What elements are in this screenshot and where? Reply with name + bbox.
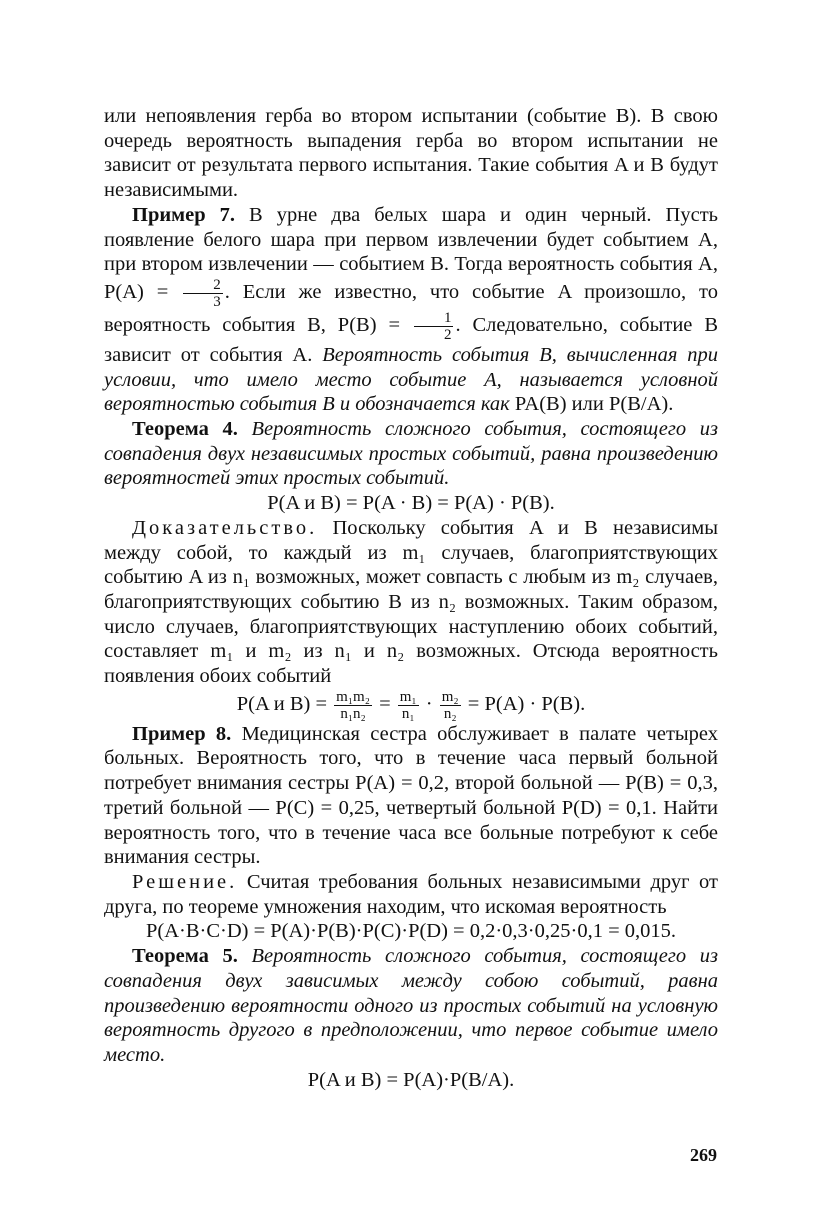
theorem-5-label: Теорема 5. — [132, 945, 238, 968]
fraction-m2-n2: $\frac{\text{m₂}}{\text{n₂}}$ — [441, 688, 459, 722]
page-body — [104, 104, 718, 1092]
fraction-one-half: $\frac{1}{2}$ — [414, 310, 454, 343]
solution-label: Решение. — [132, 870, 238, 893]
proof: Доказательство. Поскольку события A и B независимы между собой, то каждый из m₁ случаев, благоприятствующих событию A из n₁ возможных, может совпасть с любым из m₂ случаев, благоприятствующих событию B из n₂ возможных. Таким образом, число случаев, благоприятствующих наступлению обоих событий, составляет m₁ и m₂ из n₁ и n₂ возможных. Отсюда вероятность появления обоих событий — [104, 516, 718, 688]
fraction-m1m2-n1n2: $\frac{\text{m₁m₂}}{\text{n₁n₂}}$ — [336, 688, 370, 722]
proof-formula: P(A и B) = $\frac{\text{m₁m₂}}{\text{n₁n₂}}$ = $\frac{\text{m₁}}{\text{n₁}}$ · $\frac{\text{m₂}}{\text{n₂}}$ = P(A) · P(B). — [236, 688, 586, 722]
theorem-4-label: Теорема 4. — [132, 418, 238, 441]
example-8-label: Пример 8. — [132, 722, 232, 745]
proof-label: Доказательство. — [132, 516, 318, 539]
page-number: 269 — [690, 1145, 717, 1165]
theorem-5: Теорема 5. Вероятность сложного события, состоящего из совпадения двух зависимых между собою событий, равна произведению вероятности одного из простых событий на условную вероятность другого в предположении, что первое событие имело место. — [104, 945, 718, 1066]
theorem-4: Теорема 4. Вероятность сложного события, состоящего из совпадения двух независимых простых событий, равна произведению вероятностей этих простых событий. — [104, 418, 718, 490]
solution-formula: P(A·B·C·D) = P(A)·P(B)·P(C)·P(D) = 0,2·0,3·0,25·0,1 = 0,015. — [145, 920, 677, 943]
example-8: Пример 8. Медицинская сестра обслуживает в палате четырех больных. Вероятность того, что в течение часа первый больной потребует внимания сестры P(A) = 0,2, второй больной — P(B) = 0,3, третий больной — P(C) = 0,25, четвертый больной P(D) = 0,1. Найти вероятность того, что в течение часа все больные потребуют к себе внимания сестры. — [104, 722, 718, 869]
fraction-two-thirds: $\frac{2}{3}$ — [183, 277, 223, 310]
theorem-5-formula: P(A и B) = P(A)·P(B/A). — [307, 1068, 515, 1091]
fraction-m1-n1: $\frac{\text{m₁}}{\text{n₁}}$ — [399, 688, 417, 722]
solution: Решение. Считая требования больных независимыми друг от друга, по теореме умножения находим, что искомая вероятность — [104, 870, 718, 918]
theorem-4-formula: P(A и B) = P(A · B) = P(A) · P(B). — [267, 492, 555, 515]
conditional-probability-definition: Вероятность события B, вычисленная при условии, что имело место событие A, называется условной вероятностью события B и обозначается как — [104, 343, 718, 416]
example-7-label: Пример 7. — [132, 203, 236, 226]
example-7: Пример 7. В урне два белых шара и один черный. Пусть появление белого шара при первом извлечении будет событием A, при втором извлечении — событием B. Тогда вероятность события A, P(A) = $\frac{2}{3}$ . Если же известно, что событие A произошло, то вероятность события B, P(B) = $\frac{1}{2}$ . Следовательно, событие B зависит от события A. Вероятность события B, вычисленная при условии, что имело место событие A, называется условной вероятностью события B и обозначается как PA(B) или P(B/A). — [104, 203, 719, 416]
paragraph-heads-event: или непоявления герба во втором испытании (событие B). В свою очередь вероятность выпадения герба во втором испытании не зависит от результата первого испытания. Такие события A и B будут независимыми. — [104, 105, 718, 202]
